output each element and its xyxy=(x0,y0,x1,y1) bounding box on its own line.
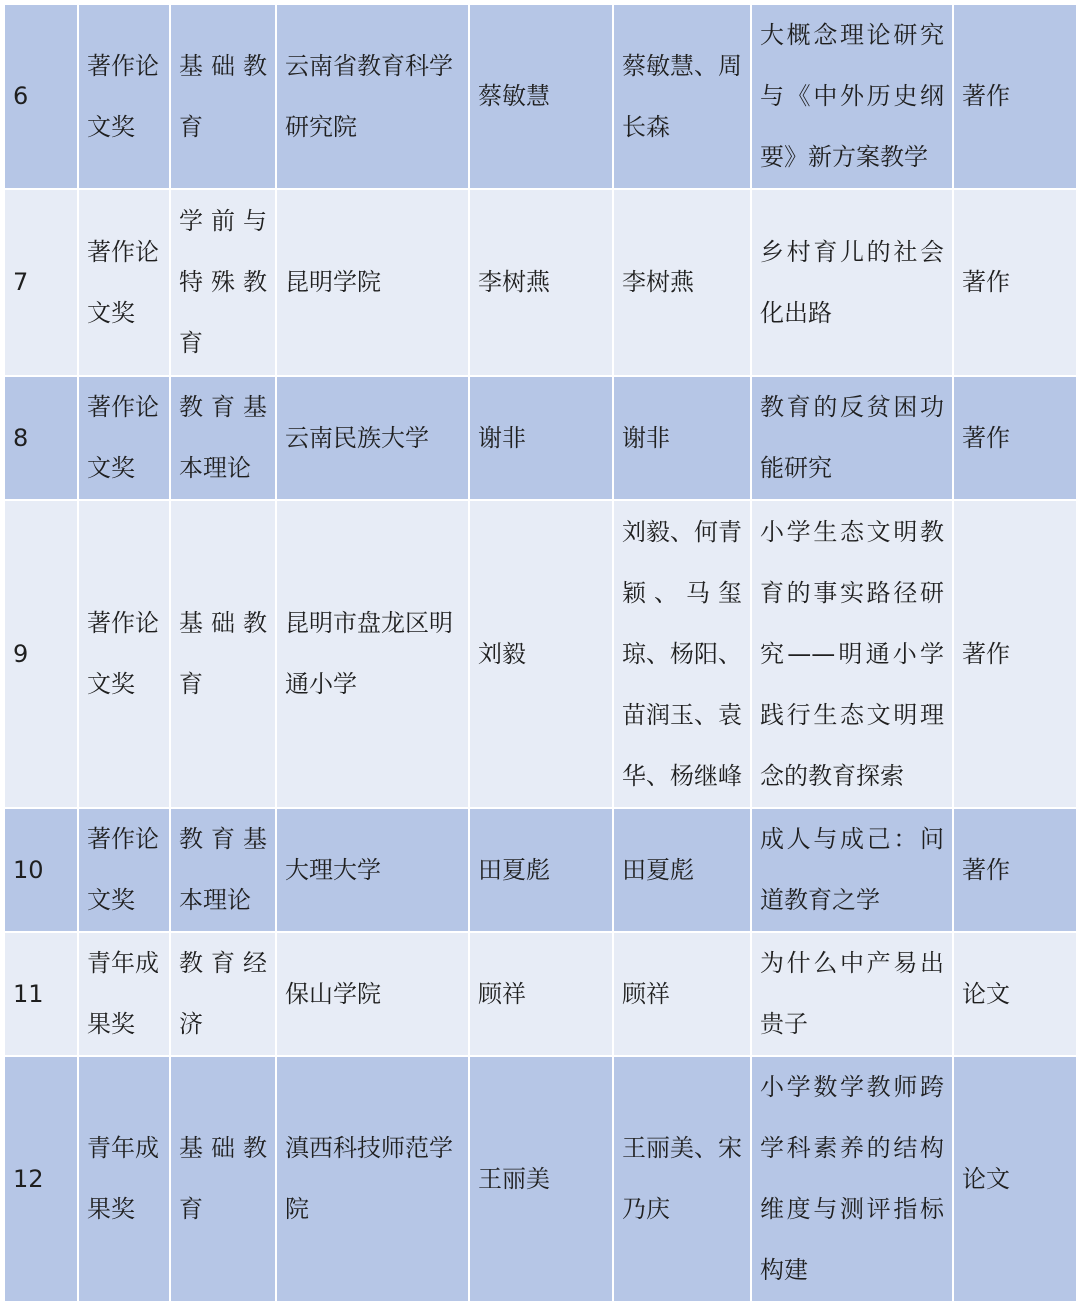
discipline-field: 教育基本理论 xyxy=(170,808,276,932)
award-category: 著作论文奖 xyxy=(78,189,170,376)
team-members: 蔡敏慧、周长森 xyxy=(613,4,751,189)
applicant-name: 田夏彪 xyxy=(469,808,613,932)
achievement-type: 著作 xyxy=(953,500,1077,808)
achievement-title: 为什么中产易出贵子 xyxy=(751,932,953,1056)
achievement-title: 成人与成己：问道教育之学 xyxy=(751,808,953,932)
team-members: 谢非 xyxy=(613,376,751,500)
table-row xyxy=(4,189,1077,376)
row-number: 6 xyxy=(4,4,78,189)
row-number: 7 xyxy=(4,189,78,376)
table-row xyxy=(4,808,1077,932)
achievement-title: 小学数学教师跨学科素养的结构维度与测评指标构建 xyxy=(751,1056,953,1302)
table-row xyxy=(4,4,1077,189)
achievement-type: 著作 xyxy=(953,808,1077,932)
discipline-field: 基础教育 xyxy=(170,500,276,808)
table-row xyxy=(4,500,1077,808)
applicant-name: 王丽美 xyxy=(469,1056,613,1302)
work-unit: 云南民族大学 xyxy=(276,376,469,500)
applicant-name: 谢非 xyxy=(469,376,613,500)
work-unit: 昆明学院 xyxy=(276,189,469,376)
applicant-name: 刘毅 xyxy=(469,500,613,808)
discipline-field: 教育经济 xyxy=(170,932,276,1056)
work-unit: 昆明市盘龙区明通小学 xyxy=(276,500,469,808)
team-members: 顾祥 xyxy=(613,932,751,1056)
row-number: 9 xyxy=(4,500,78,808)
award-category: 著作论文奖 xyxy=(78,500,170,808)
applicant-name: 顾祥 xyxy=(469,932,613,1056)
team-members: 李树燕 xyxy=(613,189,751,376)
table-row xyxy=(4,376,1077,500)
achievement-title: 大概念理论研究与《中外历史纲要》新方案教学 xyxy=(751,4,953,189)
discipline-field: 基础教育 xyxy=(170,1056,276,1302)
awards-table xyxy=(3,3,1078,1303)
award-category: 著作论文奖 xyxy=(78,376,170,500)
discipline-field: 基础教育 xyxy=(170,4,276,189)
team-members: 田夏彪 xyxy=(613,808,751,932)
achievement-title: 小学生态文明教育的事实路径研究——明通小学践行生态文明理念的教育探索 xyxy=(751,500,953,808)
applicant-name: 李树燕 xyxy=(469,189,613,376)
award-category: 著作论文奖 xyxy=(78,808,170,932)
achievement-title: 教育的反贫困功能研究 xyxy=(751,376,953,500)
row-number: 8 xyxy=(4,376,78,500)
achievement-type: 著作 xyxy=(953,189,1077,376)
work-unit: 大理大学 xyxy=(276,808,469,932)
achievement-type: 论文 xyxy=(953,1056,1077,1302)
work-unit: 滇西科技师范学院 xyxy=(276,1056,469,1302)
row-number: 12 xyxy=(4,1056,78,1302)
achievement-title: 乡村育儿的社会化出路 xyxy=(751,189,953,376)
row-number: 10 xyxy=(4,808,78,932)
row-number: 11 xyxy=(4,932,78,1056)
achievement-type: 论文 xyxy=(953,932,1077,1056)
award-category: 青年成果奖 xyxy=(78,932,170,1056)
team-members: 刘毅、何青颖、马玺琼、杨阳、苗润玉、袁华、杨继峰 xyxy=(613,500,751,808)
discipline-field: 学前与特殊教育 xyxy=(170,189,276,376)
team-members: 王丽美、宋乃庆 xyxy=(613,1056,751,1302)
award-category: 青年成果奖 xyxy=(78,1056,170,1302)
work-unit: 云南省教育科学研究院 xyxy=(276,4,469,189)
achievement-type: 著作 xyxy=(953,376,1077,500)
award-category: 著作论文奖 xyxy=(78,4,170,189)
work-unit: 保山学院 xyxy=(276,932,469,1056)
discipline-field: 教育基本理论 xyxy=(170,376,276,500)
table-row xyxy=(4,1056,1077,1302)
applicant-name: 蔡敏慧 xyxy=(469,4,613,189)
table-row xyxy=(4,932,1077,1056)
achievement-type: 著作 xyxy=(953,4,1077,189)
